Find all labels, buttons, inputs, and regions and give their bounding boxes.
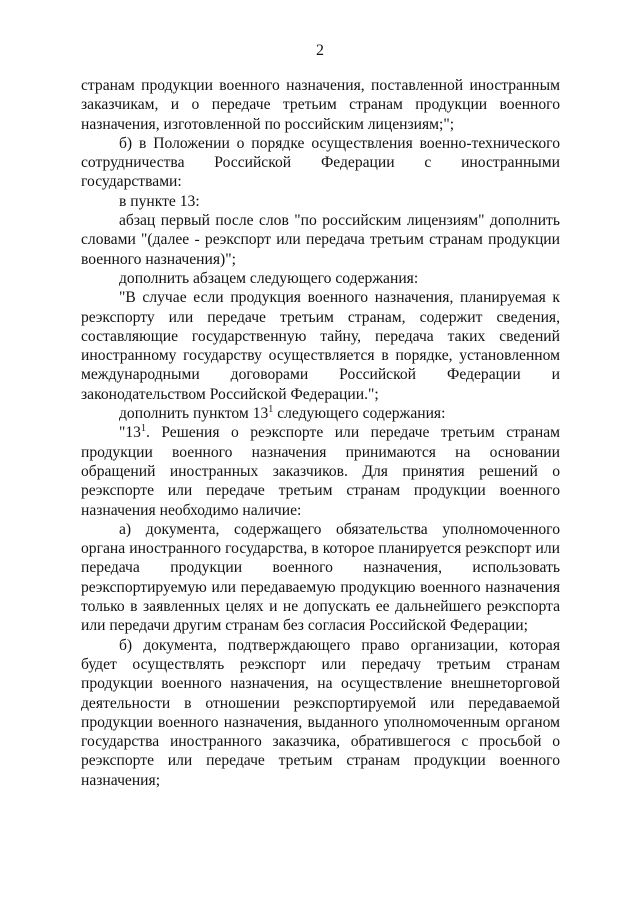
paragraph-quoted-abzac: "В случае если продукция военного назначения, планируемая к реэкспорту или передаче третьим странам, содержит сведения, составляющие государственную тайну, передача таких сведений иностранному государству осуществляется в порядке, установленном международными договорами Российской Федерации и законодательством Российской Федерации.";: [81, 289, 560, 403]
paragraph-first-abzac: абзац первый после слов "по российским лицензиям" дополнить словами "(далее - реэкспорт или передача третьим странам продукции военного назначения)";: [81, 212, 560, 268]
paragraph-add-point-13-1: [81, 404, 560, 423]
superscript: 1: [140, 423, 146, 435]
text-segment: "13: [119, 424, 141, 442]
text-segment: дополнить пунктом 13: [119, 405, 269, 423]
page-number: 2: [316, 42, 324, 59]
document-body: [81, 76, 560, 790]
paragraph-point-13: в пункте 13:: [119, 192, 200, 210]
paragraph-subitem-b: б) документа, подтверждающего право организации, которая будет осуществлять реэкспорт или передачу третьим странам продукции военного назначения, на осуществление внешнеторговой деятельности в отношении реэкспортируемой или передаваемой продукции военного назначения, выданного уполномоченным органом государства иностранного заказчика, обратившегося с просьбой о реэкспорте или передаче третьим странам продукции военного назначения;: [81, 636, 560, 789]
paragraph-point-13-1: [81, 423, 560, 519]
text-segment: следующего содержания:: [273, 405, 446, 423]
paragraph-item-b: б) в Положении о порядке осуществления военно-технического сотрудничества Российской Федерации с иностранными государствами:: [81, 134, 560, 191]
paragraph-subitem-a: а) документа, содержащего обязательства уполномоченного органа иностранного государства, в которое планируется реэкспорт или передача продукции военного назначения, использовать реэкспортируемую или передаваемую продукцию военного назначения только в заявленных целях и не допускать ее дальнейшего реэкспорта или передачи другим странам без согласия Российской Федерации;: [81, 520, 560, 635]
text-segment: . Решения о реэкспорте или передаче третьим странам продукции военного назначения принимаются на основании обращений иностранных заказчиков. Для принятия решений о реэкспорте или передаче третьим странам продукции военного назначения необходимо наличие:: [81, 424, 560, 519]
paragraph-add-abzac: дополнить абзацем следующего содержания:: [119, 269, 419, 287]
superscript: 1: [268, 404, 274, 416]
paragraph-continuation: странам продукции военного назначения, поставленной иностранным заказчикам, и о передаче третьим странам продукции военного назначения, изготовленной по российским лицензиям;";: [81, 77, 560, 133]
